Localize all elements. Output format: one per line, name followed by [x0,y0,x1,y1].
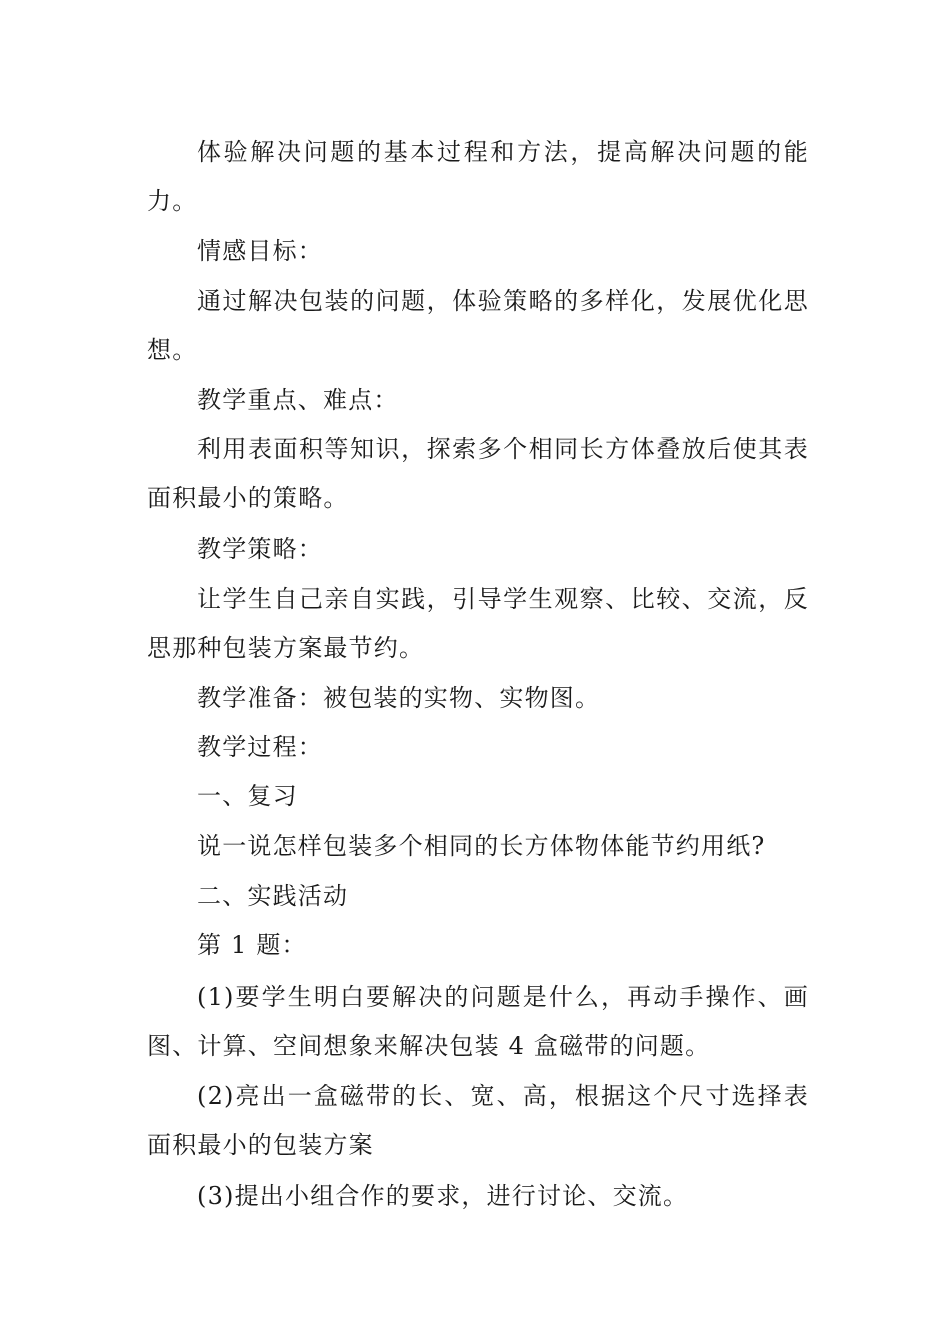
heading-emotional-goal: 情感目标： [197,237,323,265]
heading-key-points: 教学重点、难点： [197,386,399,414]
heading-review: 一、复习 [197,782,298,810]
paragraph-review-question: 说一说怎样包装多个相同的长方体物体能节约用纸? [197,832,766,860]
heading-teaching-process: 教学过程： [197,733,323,761]
paragraph-goal-process: 体验解决问题的基本过程和方法，提高解决问题的能力。 [147,138,809,215]
paragraph-step-2: (2)亮出一盒磁带的长、宽、高，根据这个尺寸选择表面积最小的包装方案 [147,1082,809,1159]
paragraph-key-points: 利用表面积等知识，探索多个相同长方体叠放后使其表面积最小的策略。 [147,435,809,512]
heading-teaching-strategy: 教学策略： [197,535,323,563]
paragraph-teaching-strategy: 让学生自己亲自实践，引导学生观察、比较、交流，反思那种包装方案最节约。 [147,585,809,662]
paragraph-emotional-goal: 通过解决包装的问题，体验策略的多样化，发展优化思想。 [147,287,809,364]
paragraph-step-1: (1)要学生明白要解决的问题是什么，再动手操作、画图、计算、空间想象来解决包装 4 盒磁带的问题。 [147,983,809,1060]
paragraph-teaching-preparation: 教学准备：被包装的实物、实物图。 [197,684,601,712]
heading-question-1: 第 1 题： [197,931,307,959]
heading-practice-activity: 二、实践活动 [197,882,349,910]
paragraph-step-3: (3)提出小组合作的要求，进行讨论、交流。 [197,1182,689,1210]
